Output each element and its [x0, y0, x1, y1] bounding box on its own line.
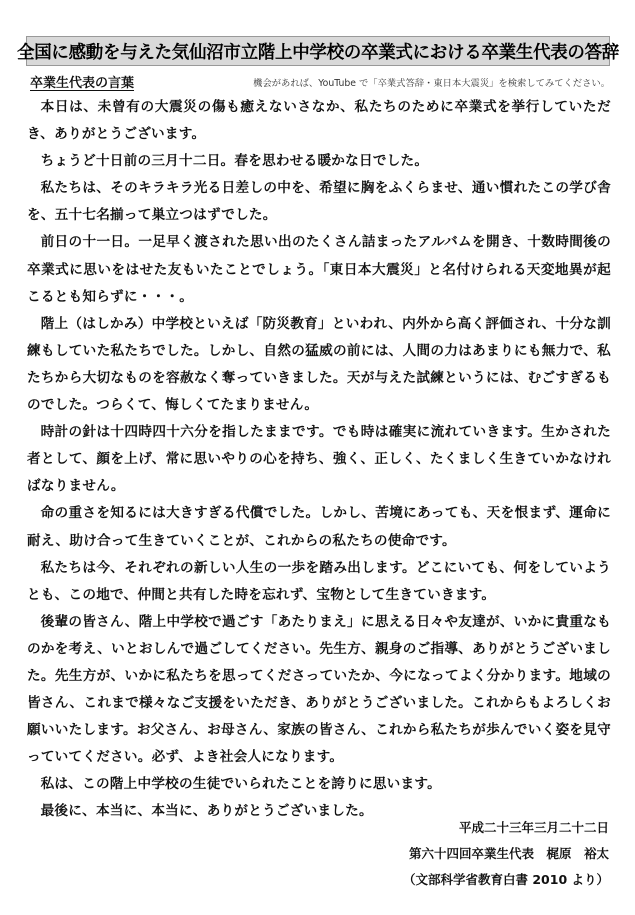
speech-paragraph: 後輩の皆さん、階上中学校で過ごす「あたりまえ」に思える日々や友達が、いかに貴重なものかを考え、いとおしんで過ごしてください。先生方、親身のご指導、ありがとうございました。先生方が、いかに私たちを思ってくださっていたか、今になってよく分かります。地域の皆さん、これまで様々なご支援をいただき、ありがとうございました。これからもよろしくお願いいたします。お父さん、お母さん、家族の皆さん、これから私たちが歩んでいく姿を見守っていてください。必ず、よき社会人になります。	[27, 613, 611, 766]
youtube-note: 機会があれば、YouTube で「卒業式答辞・東日本大震災」を検索してみてください。	[253, 78, 610, 89]
speech-paragraph: ちょうど十日前の三月十二日。春を思わせる暖かな日でした。	[40, 153, 429, 170]
speech-paragraph: 命の重さを知るには大きすぎる代償でした。しかし、苦境にあっても、天を恨まず、運命に耐え、助け合って生きていくことが、これからの私たちの使命です。	[27, 505, 611, 549]
speech-paragraph: 最後に、本当に、本当に、ありがとうございました。	[40, 803, 373, 820]
speech-paragraph: 階上（はしかみ）中学校といえば「防災教育」といわれ、内外から高く評価され、十分な訓練もしていた私たちでした。しかし、自然の猛威の前には、人間の力はあまりにも無力で、私たちから大切なものを容赦なく奪っていきました。天が与えた試練というには、むごすぎるものでした。つらくて、悔しくてたまりません。	[27, 315, 611, 414]
speech-body	[27, 94, 611, 826]
speech-paragraph: 本日は、未曾有の大震災の傷も癒えないさなか、私たちのために卒業式を挙行していただき、ありがとうございます。	[27, 99, 611, 143]
title-bar	[17, 36, 619, 66]
signature-source: （文部科学省教育白書 2010 より）	[403, 872, 609, 887]
document-title: 全国に感動を与えた気仙沼市立階上中学校の卒業式における卒業生代表の答辞	[17, 42, 619, 63]
subheading-row	[30, 72, 610, 90]
speech-paragraph: 私は、この階上中学校の生徒でいられたことを誇りに思います。	[40, 776, 441, 793]
signature-author: 第六十四回卒業生代表 梶原 裕太	[408, 846, 609, 861]
speech-paragraph: 時計の針は十四時四十六分を指したままです。でも時は確実に流れていきます。生かされた者として、顔を上げ、常に思いやりの心を持ち、強く、正しく、たくましく生きていかなければなりません。	[27, 424, 611, 495]
speech-paragraph: 私たちは今、それぞれの新しい人生の一歩を踏み出します。どこにいても、何をしていようとも、この地で、仲間と共有した時を忘れず、宝物として生きていきます。	[27, 559, 611, 603]
speech-subheading: 卒業生代表の言葉	[30, 76, 135, 91]
speech-paragraph: 私たちは、そのキラキラ光る日差しの中を、希望に胸をふくらませ、通い慣れたこの学び舎を、五十七名揃って巣立つはずでした。	[27, 180, 611, 224]
signature-date: 平成二十三年三月二十二日	[458, 820, 609, 835]
speech-paragraph: 前日の十一日。一足早く渡された思い出のたくさん詰まったアルバムを開き、十数時間後の卒業式に思いをはせた友もいたことでしょう。「東日本大震災」と名付けられる天変地異が起こるとも知らずに・・・。	[27, 234, 611, 305]
